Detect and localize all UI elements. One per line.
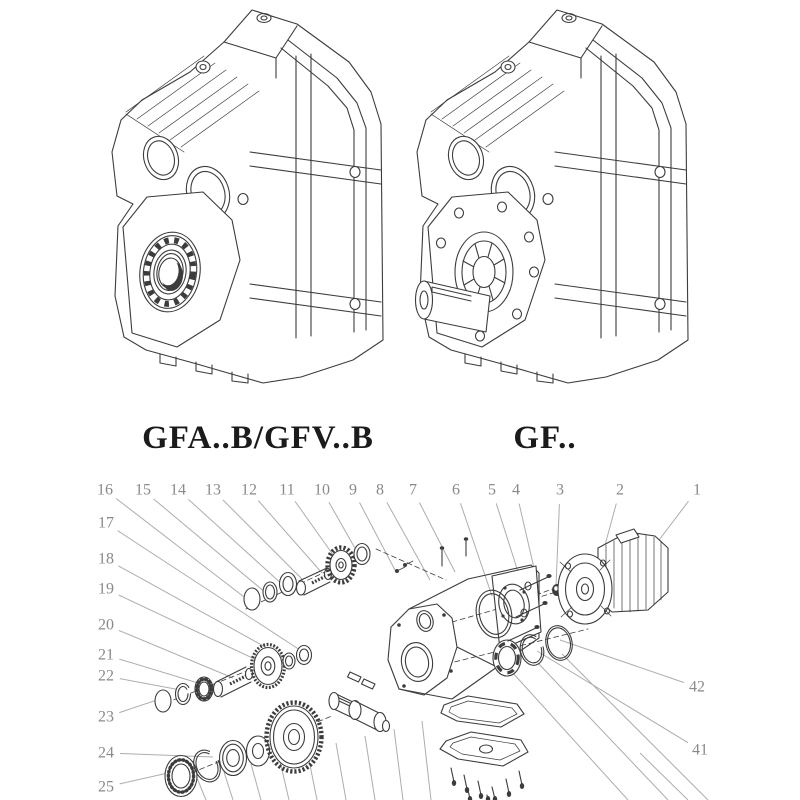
callout-leader-6 <box>461 503 493 596</box>
callout-number-7: 7 <box>409 481 417 499</box>
motor-assembly <box>558 529 668 624</box>
callout-number-20: 20 <box>98 616 114 634</box>
cutoff-leader-1 <box>197 778 206 800</box>
callout-number-9: 9 <box>349 481 357 499</box>
callout-number-1: 1 <box>693 481 701 499</box>
callout-leader-21 <box>119 659 208 686</box>
cutoff-leader-7 <box>365 736 375 800</box>
callout-number-13: 13 <box>205 481 221 499</box>
cutoff-leader-3 <box>251 764 261 800</box>
callout-leader-41 <box>537 651 688 743</box>
callout-leader-19 <box>119 595 263 663</box>
callout-leader-12 <box>258 501 322 574</box>
figure-label-left: GFA..B/GFV..B <box>142 420 374 456</box>
callout-number-2: 2 <box>616 481 624 499</box>
callout-number-4: 4 <box>512 481 520 499</box>
callout-number-23: 23 <box>98 708 114 726</box>
cutoff-leader-6 <box>336 743 346 800</box>
callout-number-12: 12 <box>241 481 257 499</box>
callout-number-14: 14 <box>170 481 186 499</box>
cutoff-leader-2 <box>224 772 233 800</box>
cutoff-leader-11 <box>538 663 668 800</box>
callout-number-18: 18 <box>98 550 114 568</box>
input-shaft-assembly <box>244 544 370 611</box>
callout-number-10: 10 <box>314 481 330 499</box>
exploded-diagram <box>97 482 708 800</box>
callout-number-17: 17 <box>98 514 114 532</box>
callout-number-25: 25 <box>98 778 114 796</box>
callout-number-5: 5 <box>488 481 496 499</box>
callout-leader-20 <box>119 630 233 678</box>
callout-number-42: 42 <box>689 678 705 696</box>
cutoff-leader-13 <box>640 753 688 800</box>
callout-number-22: 22 <box>98 667 114 685</box>
callout-leader-14 <box>188 499 284 586</box>
bottom-cover-assembly <box>440 696 528 800</box>
cover-bolts <box>451 768 524 800</box>
callout-number-11: 11 <box>279 481 295 499</box>
callout-leader-16 <box>116 499 248 601</box>
callout-leader-7 <box>419 503 455 573</box>
callout-leader-5 <box>496 503 519 575</box>
callout-number-19: 19 <box>98 580 114 598</box>
cutoff-leader-12 <box>562 654 708 800</box>
cutoff-leader-8 <box>394 729 403 800</box>
callout-leader-13 <box>223 500 303 580</box>
callout-number-21: 21 <box>98 646 114 664</box>
callout-number-6: 6 <box>452 481 460 499</box>
callout-number-24: 24 <box>98 744 114 762</box>
figure-label-right: GF.. <box>513 420 577 456</box>
figure-hollow-shaft-gearbox <box>112 10 383 383</box>
callout-number-8: 8 <box>376 481 384 499</box>
callout-leader-3 <box>556 504 559 586</box>
callout-leader-15 <box>154 499 266 593</box>
cutoff-leader-9 <box>422 721 431 800</box>
callout-number-16: 16 <box>97 481 113 499</box>
cutoff-leader-10 <box>512 672 628 800</box>
output-gear-assembly <box>165 703 322 797</box>
figure-solid-shaft-gearbox <box>416 10 689 383</box>
callout-number-15: 15 <box>135 481 151 499</box>
callout-number-3: 3 <box>556 481 564 499</box>
callout-number-41: 41 <box>692 741 708 759</box>
output-shaft-and-keys <box>329 672 390 732</box>
callout-leader-8 <box>387 502 430 580</box>
